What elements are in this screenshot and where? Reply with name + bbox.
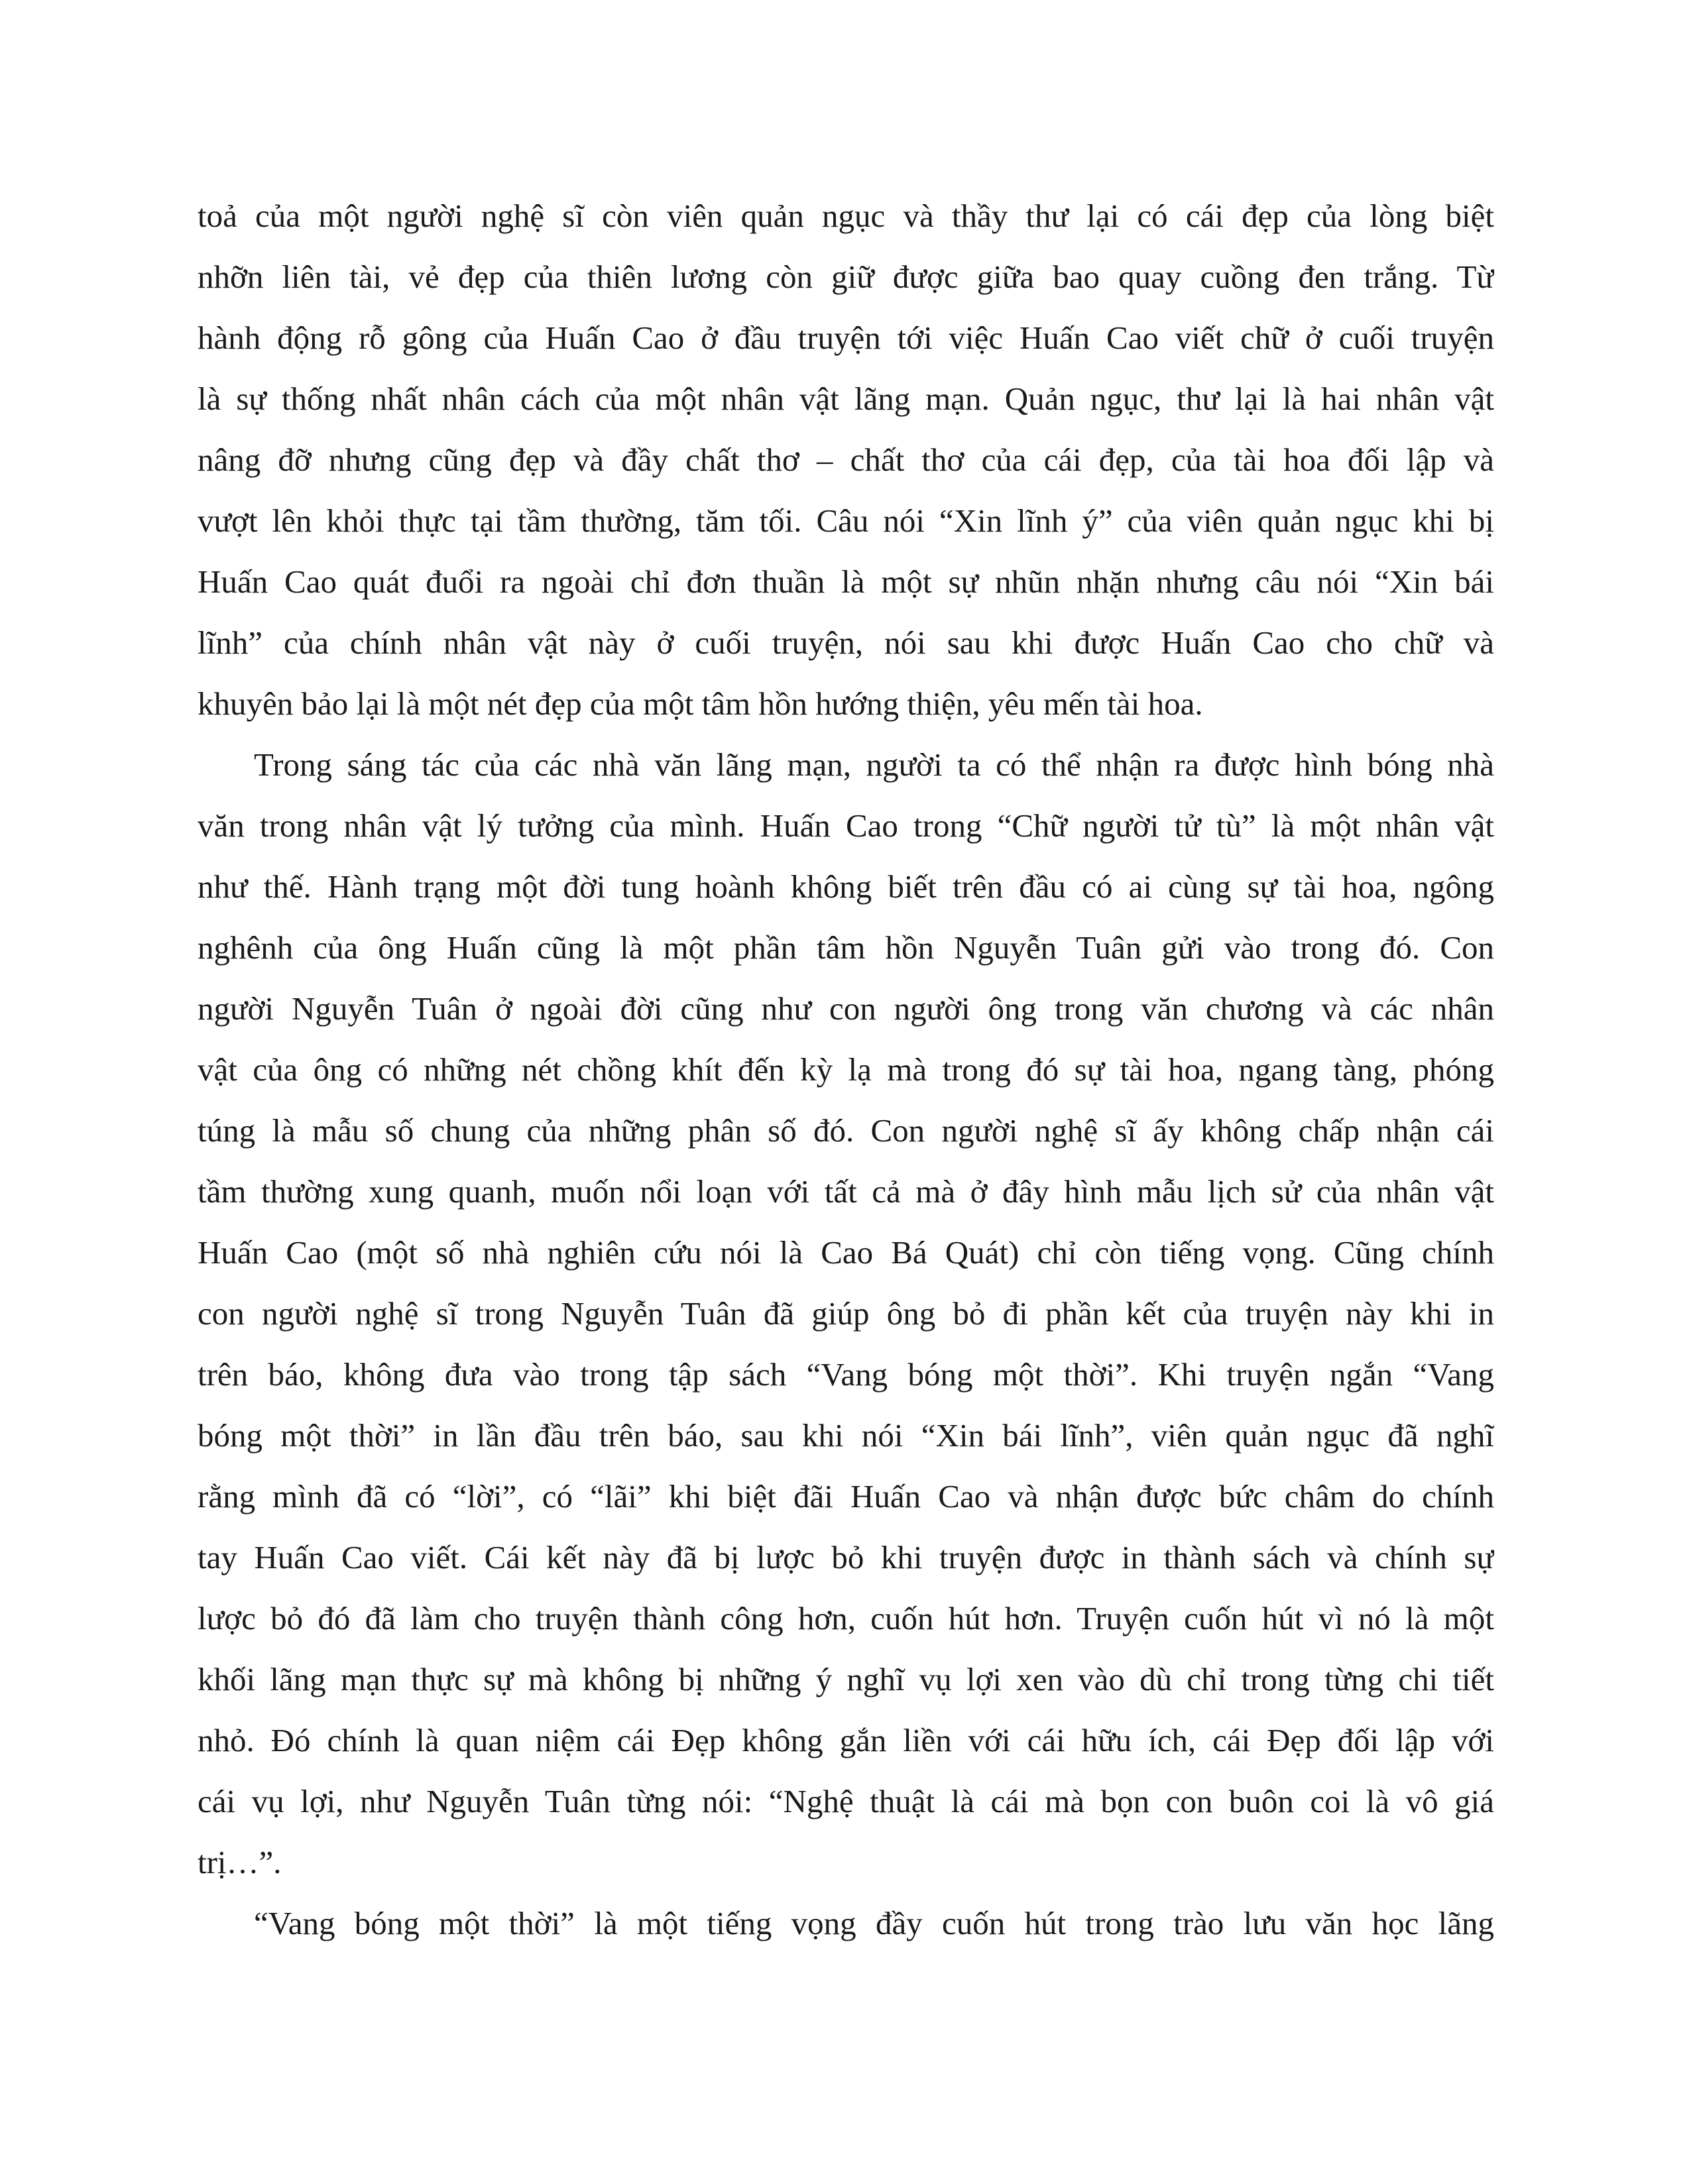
- paragraph-3: [198, 1893, 1494, 1954]
- paragraph-2-line-7: túng là mẫu số chung của những phân số đó. Con người nghệ sĩ ấy không chấp nhận cái: [198, 1112, 1494, 1149]
- paragraph-2-line-10: con người nghệ sĩ trong Nguyễn Tuân đã giúp ông bỏ đi phần kết của truyện này khi in: [198, 1295, 1494, 1332]
- paragraph-2-line-1: Trong sáng tác của các nhà văn lãng mạn, người ta có thể nhận ra được hình bóng nhà: [254, 746, 1494, 783]
- paragraph-2-line-5: người Nguyễn Tuân ở ngoài đời cũng như con người ông trong văn chương và các nhân: [198, 990, 1494, 1027]
- paragraph-2-line-4: nghênh của ông Huấn cũng là một phần tâm hồn Nguyễn Tuân gửi vào trong đó. Con: [198, 929, 1494, 966]
- paragraph-2-line-8: tầm thường xung quanh, muốn nổi loạn với tất cả mà ở đây hình mẫu lịch sử của nhân vật: [198, 1173, 1494, 1210]
- paragraph-1-line-5: nâng đỡ nhưng cũng đẹp và đầy chất thơ – chất thơ của cái đẹp, của tài hoa đối lập và: [198, 441, 1494, 478]
- paragraph-2-line-18: cái vụ lợi, như Nguyễn Tuân từng nói: “Nghệ thuật là cái mà bọn con buôn coi là vô giá: [198, 1783, 1494, 1819]
- paragraph-1-line-3: hành động rỗ gông của Huấn Cao ở đầu truyện tới việc Huấn Cao viết chữ ở cuối truyện: [198, 319, 1494, 356]
- paragraph-2-line-16: khối lãng mạn thực sự mà không bị những ý nghĩ vụ lợi xen vào dù chỉ trong từng chi tiết: [198, 1661, 1494, 1697]
- paragraph-2-line-6: vật của ông có những nét chồng khít đến kỳ lạ mà trong đó sự tài hoa, ngang tàng, phóng: [198, 1051, 1494, 1088]
- paragraph-2-line-3: như thế. Hành trạng một đời tung hoành không biết trên đầu có ai cùng sự tài hoa, ngông: [198, 868, 1494, 905]
- paragraph-2-line-13: rằng mình đã có “lời”, có “lãi” khi biệt đãi Huấn Cao và nhận được bức châm do chính: [198, 1478, 1494, 1515]
- paragraph-3-line-1: “Vang bóng một thời” là một tiếng vọng đầy cuốn hút trong trào lưu văn học lãng: [254, 1905, 1494, 1941]
- paragraph-2-line-19: trị…”.: [198, 1844, 282, 1880]
- paragraph-2-line-2: văn trong nhân vật lý tưởng của mình. Huấn Cao trong “Chữ người tử tù” là một nhân vật: [198, 807, 1494, 844]
- paragraph-2-line-14: tay Huấn Cao viết. Cái kết này đã bị lược bỏ khi truyện được in thành sách và chính sự: [198, 1539, 1494, 1576]
- paragraph-2-line-15: lược bỏ đó đã làm cho truyện thành công hơn, cuốn hút hơn. Truyện cuốn hút vì nó là một: [198, 1600, 1494, 1637]
- paragraph-1-line-4: là sự thống nhất nhân cách của một nhân vật lãng mạn. Quản ngục, thư lại là hai nhân vật: [198, 380, 1494, 417]
- paragraph-2: [198, 734, 1494, 1893]
- paragraph-2-line-12: bóng một thời” in lần đầu trên báo, sau khi nói “Xin bái lĩnh”, viên quản ngục đã nghĩ: [198, 1417, 1494, 1454]
- paragraph-1-line-7: Huấn Cao quát đuổi ra ngoài chỉ đơn thuần là một sự nhũn nhặn nhưng câu nói “Xin bái: [198, 563, 1494, 600]
- paragraph-2-line-11: trên báo, không đưa vào trong tập sách “Vang bóng một thời”. Khi truyện ngắn “Vang: [198, 1356, 1494, 1393]
- paragraph-2-line-17: nhỏ. Đó chính là quan niệm cái Đẹp không gắn liền với cái hữu ích, cái Đẹp đối lập với: [198, 1722, 1494, 1758]
- paragraph-1-line-9: khuyên bảo lại là một nét đẹp của một tâm hồn hướng thiện, yêu mến tài hoa.: [198, 685, 1203, 722]
- paragraph-1: [198, 186, 1494, 734]
- paragraph-1-line-8: lĩnh” của chính nhân vật này ở cuối truyện, nói sau khi được Huấn Cao cho chữ và: [198, 624, 1494, 661]
- document-body: [198, 186, 1494, 1954]
- paragraph-1-line-2: nhỡn liên tài, vẻ đẹp của thiên lương còn giữ được giữa bao quay cuồng đen trắng. Từ: [198, 259, 1494, 295]
- paragraph-1-line-1: toả của một người nghệ sĩ còn viên quản ngục và thầy thư lại có cái đẹp của lòng biệt: [198, 198, 1494, 234]
- paragraph-1-line-6: vượt lên khỏi thực tại tầm thường, tăm tối. Câu nói “Xin lĩnh ý” của viên quản ngục khi bị: [198, 502, 1494, 539]
- paragraph-2-line-9: Huấn Cao (một số nhà nghiên cứu nói là Cao Bá Quát) chỉ còn tiếng vọng. Cũng chính: [198, 1234, 1494, 1271]
